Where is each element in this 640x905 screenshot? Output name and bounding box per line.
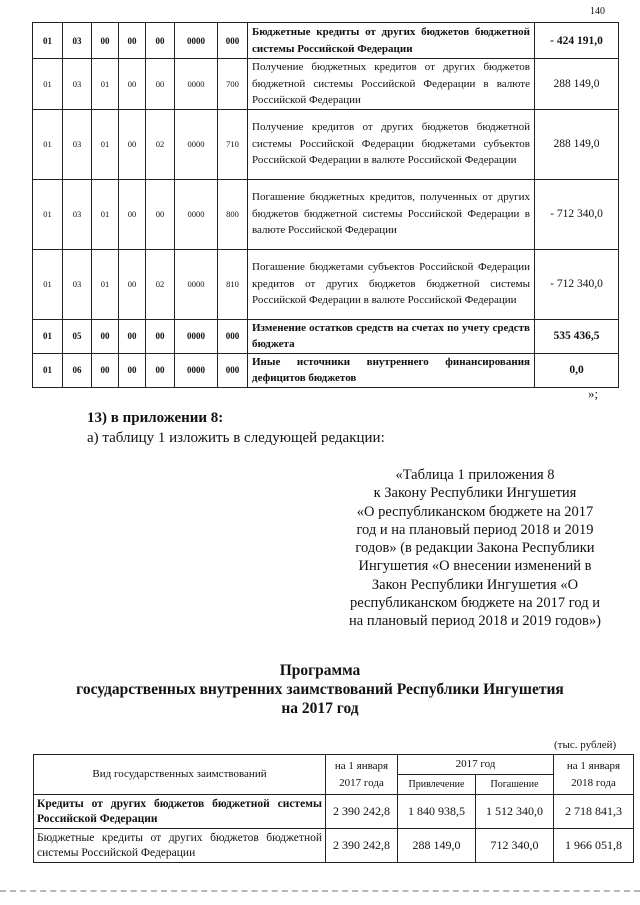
code-cell: 00 bbox=[92, 319, 119, 353]
borrowing-name: Кредиты от других бюджетов бюджетной системы Российской Федерации bbox=[34, 795, 326, 829]
code-cell: 00 bbox=[146, 23, 175, 59]
header-jan2017: на 1 января 2017 года bbox=[326, 755, 398, 795]
borrowing-row bbox=[34, 795, 634, 829]
code-cell: 00 bbox=[119, 23, 146, 59]
reference-line: Закон Республики Ингушетия «О bbox=[371, 576, 579, 593]
code-cell: 03 bbox=[63, 109, 92, 179]
borrowings-table bbox=[33, 754, 634, 863]
amount-jan2018: 1 966 051,8 bbox=[554, 829, 634, 863]
code-cell: 000 bbox=[218, 353, 248, 387]
code-cell: 0000 bbox=[175, 179, 218, 249]
amount-repayment: 1 512 340,0 bbox=[476, 795, 554, 829]
code-cell: 810 bbox=[218, 249, 248, 319]
borrowing-row bbox=[34, 829, 634, 863]
code-cell: 0000 bbox=[175, 249, 218, 319]
description-cell: Погашение бюджетных кредитов, полученных от других бюджетов бюджетной системы Российской Федерации в валюте Российской Федерации bbox=[248, 179, 535, 249]
code-cell: 00 bbox=[119, 319, 146, 353]
reference-line: «О республиканском бюджете на 2017 bbox=[356, 503, 594, 520]
units-label: (тыс. рублей) bbox=[554, 739, 617, 751]
code-cell: 01 bbox=[33, 249, 63, 319]
amount-jan2018: 2 718 841,3 bbox=[554, 795, 634, 829]
code-cell: 01 bbox=[33, 23, 63, 59]
header-jan2018: на 1 января 2018 года bbox=[554, 755, 634, 795]
code-cell: 00 bbox=[119, 249, 146, 319]
description-cell: Погашение бюджетами субъектов Российской Федерации кредитов от других бюджетов бюджетной системы Российской Федерации в валюте Российской Федерации bbox=[248, 249, 535, 319]
code-cell: 00 bbox=[92, 23, 119, 59]
code-cell: 00 bbox=[119, 353, 146, 387]
reference-line: годов» (в редакции Закона Республики bbox=[355, 540, 595, 557]
amount-cell: 535 436,5 bbox=[535, 319, 619, 353]
table-reference bbox=[330, 466, 620, 631]
table-closing: »; bbox=[588, 386, 599, 401]
reference-line: к Закону Республики Ингушетия bbox=[373, 485, 577, 502]
sources-table bbox=[32, 22, 619, 388]
source-row bbox=[33, 319, 619, 353]
code-cell: 06 bbox=[63, 353, 92, 387]
amount-cell: - 712 340,0 bbox=[535, 179, 619, 249]
code-cell: 01 bbox=[33, 59, 63, 110]
header-kind: Вид государственных заимствований bbox=[34, 755, 326, 795]
reference-line: «Таблица 1 приложения 8 bbox=[395, 467, 555, 483]
code-cell: 00 bbox=[146, 319, 175, 353]
code-cell: 00 bbox=[146, 353, 175, 387]
code-cell: 03 bbox=[63, 23, 92, 59]
code-cell: 03 bbox=[63, 179, 92, 249]
source-row bbox=[33, 23, 619, 59]
code-cell: 00 bbox=[119, 179, 146, 249]
amount-cell: 288 149,0 bbox=[535, 109, 619, 179]
item-a: а) таблицу 1 изложить в следующей редакции: bbox=[87, 430, 385, 446]
code-cell: 01 bbox=[33, 109, 63, 179]
code-cell: 05 bbox=[63, 319, 92, 353]
header-year: 2017 год bbox=[398, 755, 554, 775]
reference-line: Ингушетия «О внесении изменений в bbox=[358, 558, 592, 575]
source-row bbox=[33, 109, 619, 179]
code-cell: 02 bbox=[146, 109, 175, 179]
code-cell: 700 bbox=[218, 59, 248, 110]
amount-jan2017: 2 390 242,8 bbox=[326, 829, 398, 863]
description-cell: Получение кредитов от других бюджетов бюджетной системы Российской Федерации бюджетами субъектов Российской Федерации в валюте Российской Федерации bbox=[248, 109, 535, 179]
amount-cell: - 424 191,0 bbox=[535, 23, 619, 59]
amount-cell: - 712 340,0 bbox=[535, 249, 619, 319]
code-cell: 0000 bbox=[175, 59, 218, 110]
code-cell: 01 bbox=[92, 109, 119, 179]
page-number: 140 bbox=[590, 6, 605, 17]
description-cell: Получение бюджетных кредитов от других бюджетов бюджетной системы Российской Федерации в валюте Российской Федерации bbox=[248, 59, 535, 110]
code-cell: 01 bbox=[33, 319, 63, 353]
header-attraction: Привлечение bbox=[398, 775, 476, 795]
code-cell: 01 bbox=[92, 249, 119, 319]
program-title-line: государственных внутренних заимствований Республики Ингушетия bbox=[76, 681, 564, 698]
code-cell: 800 bbox=[218, 179, 248, 249]
source-row bbox=[33, 59, 619, 110]
borrowing-name: Бюджетные кредиты от других бюджетов бюджетной системы Российской Федерации bbox=[34, 829, 326, 863]
reference-line: республиканском бюджете на 2017 год и bbox=[350, 595, 600, 612]
code-cell: 01 bbox=[92, 179, 119, 249]
description-cell: Изменение остатков средств на счетах по учету средств бюджета bbox=[248, 319, 535, 353]
program-title-line: Программа bbox=[279, 662, 361, 679]
code-cell: 0000 bbox=[175, 353, 218, 387]
code-cell: 710 bbox=[218, 109, 248, 179]
code-cell: 00 bbox=[146, 179, 175, 249]
reference-line: год и на плановый период 2018 и 2019 bbox=[356, 521, 594, 538]
amount-jan2017: 2 390 242,8 bbox=[326, 795, 398, 829]
code-cell: 03 bbox=[63, 59, 92, 110]
page-bottom-edge bbox=[0, 890, 640, 896]
amount-repayment: 712 340,0 bbox=[476, 829, 554, 863]
code-cell: 0000 bbox=[175, 23, 218, 59]
item-13: 13) в приложении 8: bbox=[87, 410, 224, 426]
amount-cell: 288 149,0 bbox=[535, 59, 619, 110]
code-cell: 000 bbox=[218, 23, 248, 59]
source-row bbox=[33, 249, 619, 319]
code-cell: 000 bbox=[218, 319, 248, 353]
code-cell: 03 bbox=[63, 249, 92, 319]
description-cell: Бюджетные кредиты от других бюджетов бюджетной системы Российской Федерации bbox=[248, 23, 535, 59]
code-cell: 01 bbox=[33, 353, 63, 387]
reference-line: на плановый период 2018 и 2019 годов») bbox=[349, 613, 601, 630]
code-cell: 00 bbox=[92, 353, 119, 387]
program-title-line: на 2017 год bbox=[281, 700, 359, 717]
code-cell: 02 bbox=[146, 249, 175, 319]
code-cell: 01 bbox=[92, 59, 119, 110]
code-cell: 00 bbox=[146, 59, 175, 110]
amount-attraction: 1 840 938,5 bbox=[398, 795, 476, 829]
source-row bbox=[33, 179, 619, 249]
source-row bbox=[33, 353, 619, 387]
program-title bbox=[0, 661, 640, 718]
header-repayment: Погашение bbox=[476, 775, 554, 795]
code-cell: 00 bbox=[119, 109, 146, 179]
code-cell: 0000 bbox=[175, 109, 218, 179]
code-cell: 01 bbox=[33, 179, 63, 249]
code-cell: 00 bbox=[119, 59, 146, 110]
amount-cell: 0,0 bbox=[535, 353, 619, 387]
amount-attraction: 288 149,0 bbox=[398, 829, 476, 863]
code-cell: 0000 bbox=[175, 319, 218, 353]
description-cell: Иные источники внутреннего финансирования дефицитов бюджетов bbox=[248, 353, 535, 387]
